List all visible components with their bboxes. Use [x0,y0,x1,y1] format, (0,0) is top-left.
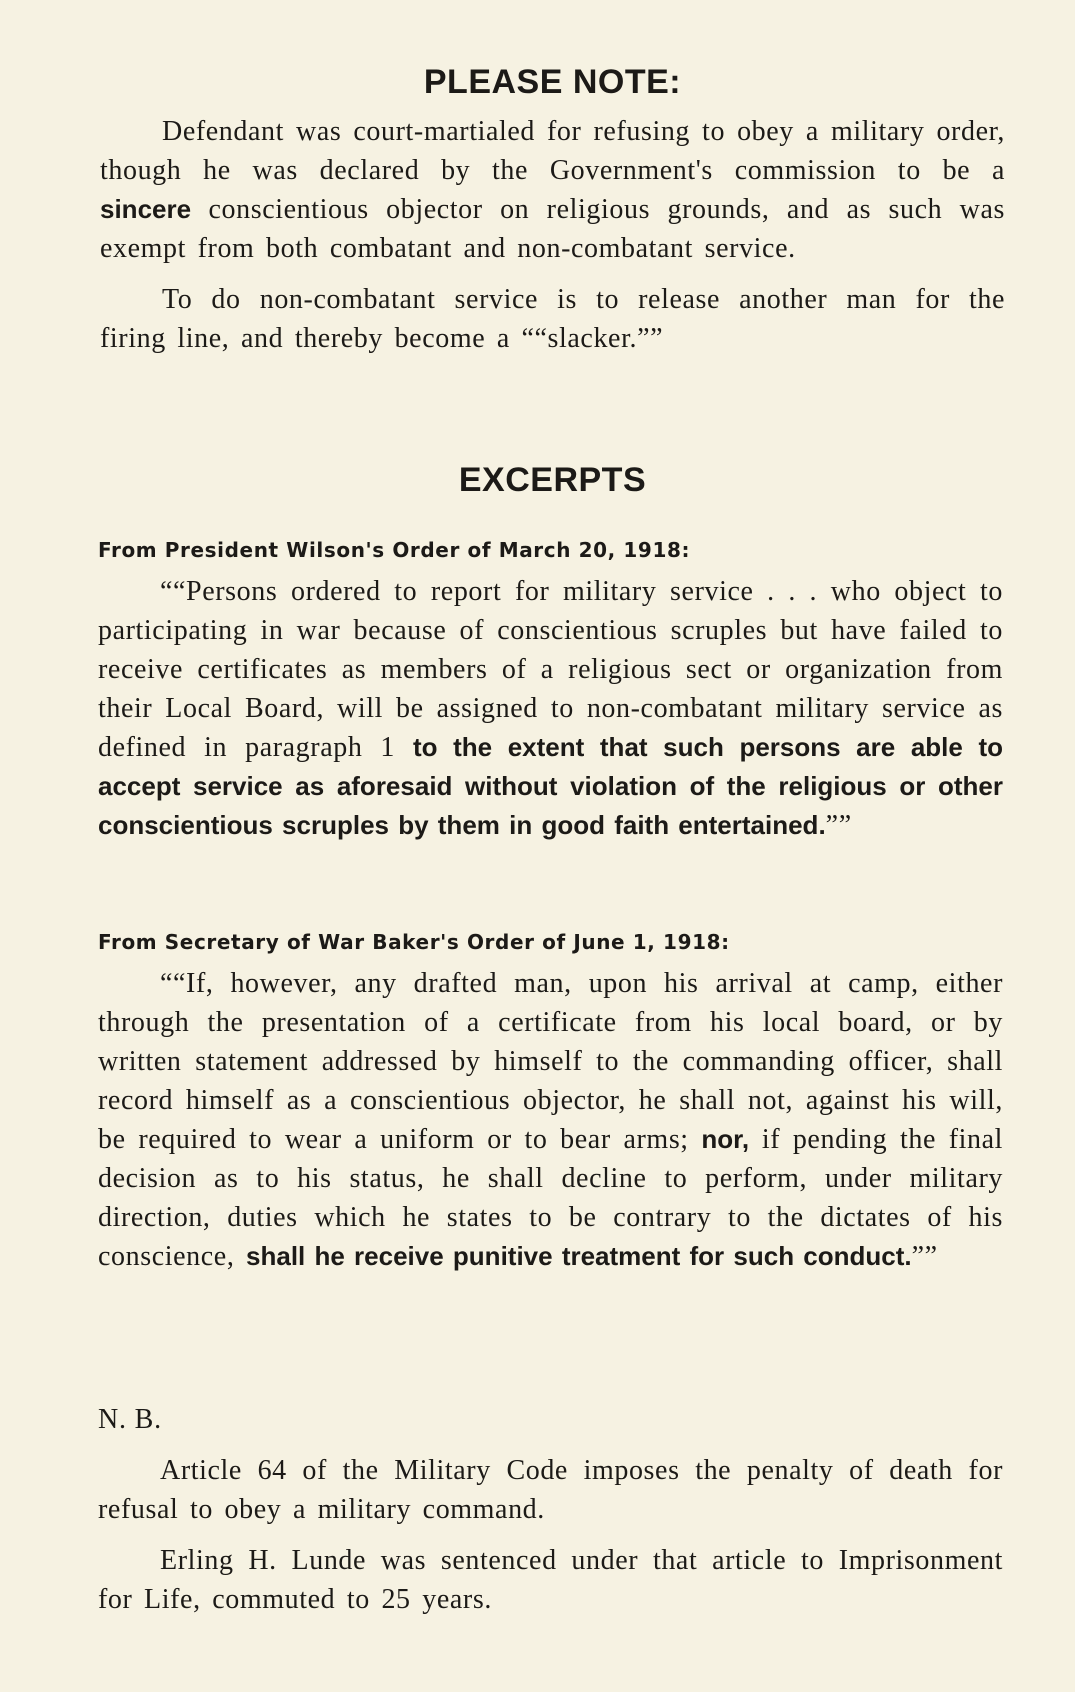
baker-excerpt [98,922,1003,1276]
excerpts-heading-section [100,450,1005,510]
note-p1-text-a: Defendant was court-martialed for refusing to obey a military order, though he was declared by the Government's commission to be a [100,116,1005,186]
note-p1-sincere: sincere [100,194,192,224]
baker-quote-c: if pending the final decision as to his status, he shall decline to perform, under military direction, duties which he states to be contrary to the dictates of his conscience, [98,1124,1003,1272]
baker-quote-close: ”” [911,1241,938,1272]
wilson-quote-close: ”” [825,810,852,841]
please-note-heading: PLEASE NOTE: [423,63,682,101]
baker-quote-bold: shall he receive punitive treatment for such conduct. [246,1241,912,1271]
wilson-quote [98,572,1003,845]
baker-quote-nor: nor, [701,1124,750,1154]
nb-section [98,1400,1003,1619]
wilson-quote-plain: ““Persons ordered to report for military service . . . who object to participating in war because of conscientious scruples but have failed to receive certificates as members of a religious sect or organization from their Local Board, will be assigned to non-combatant military service as defined in paragraph 1 [98,576,1003,763]
baker-quote [98,964,1003,1276]
nb-label: N. B. [98,1404,162,1435]
wilson-source-heading: From President Wilson's Order of March 20, 1918: [98,538,691,562]
note-paragraph-1 [100,112,1005,268]
note-p1-text-c: conscientious objector on religious grounds, and as such was exempt from both combatant and non-combatant service. [100,194,1005,264]
nb-paragraph-1: Article 64 of the Military Code imposes the penalty of death for refusal to obey a military command. [98,1455,1003,1525]
baker-quote-a: ““If, however, any drafted man, upon his arrival at camp, either through the presentation of a certificate from his local board, or by written statement addressed by himself to the commanding officer, shall record himself as a conscientious objector, he shall not, against his will, be required to wear a uniform or to bear arms; [98,968,1003,1155]
please-note-section [100,52,1005,358]
baker-source-heading: From Secretary of War Baker's Order of June 1, 1918: [98,930,730,954]
wilson-excerpt [98,530,1003,845]
nb-paragraph-2: Erling H. Lunde was sentenced under that article to Imprisonment for Life, commuted to 25 years. [98,1545,1003,1615]
note-paragraph-2: To do non-combatant service is to release another man for the firing line, and thereby become a ““slacker.”” [100,284,1005,354]
excerpts-heading: EXCERPTS [458,461,647,499]
wilson-quote-bold: to the extent that such persons are able to accept service as aforesaid without violation of the religious or other conscientious scruples by them in good faith entertained. [98,732,1003,840]
